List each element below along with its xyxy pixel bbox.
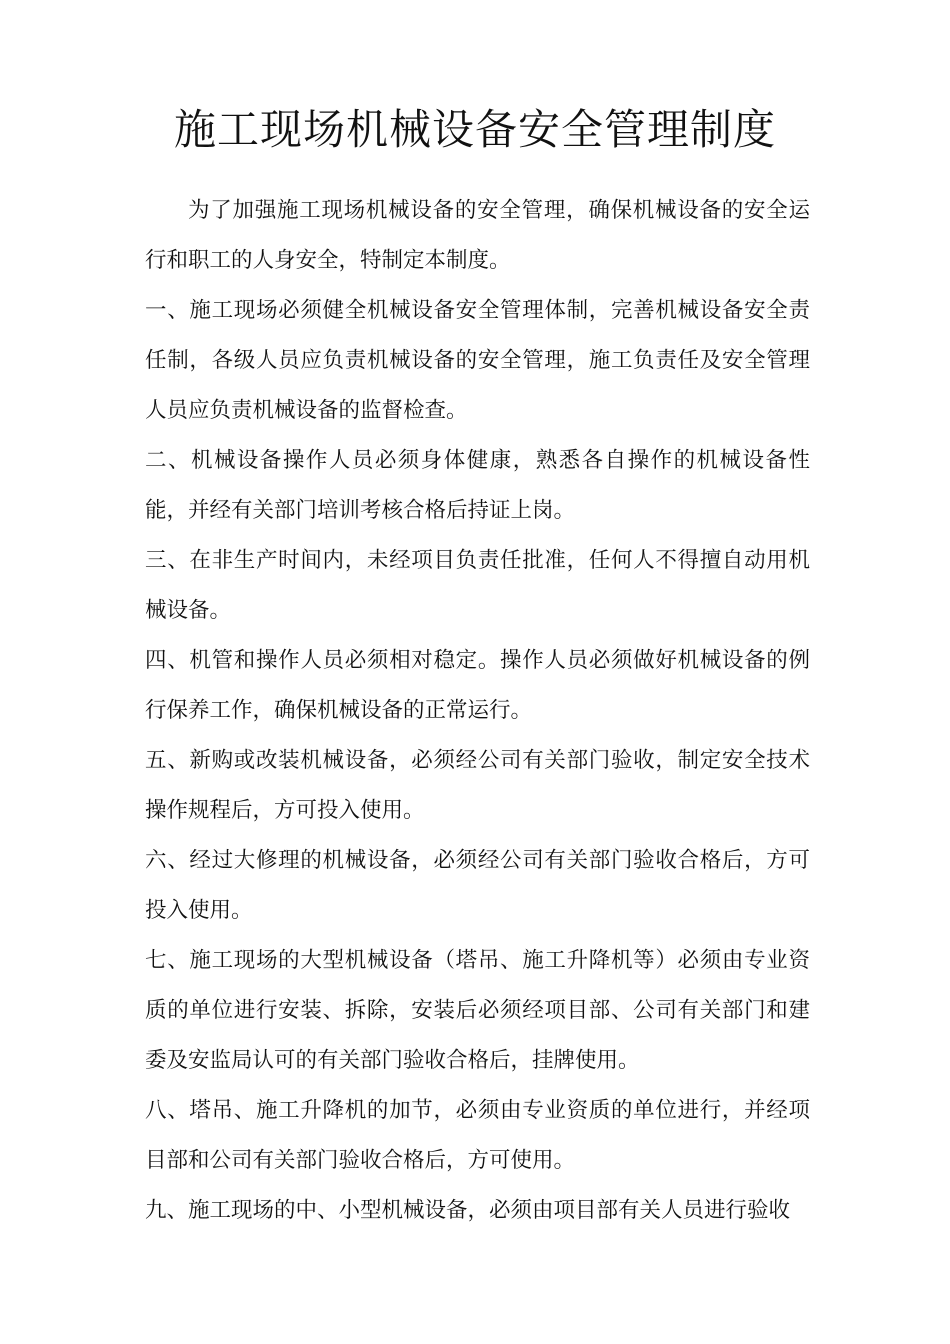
clause-9: 九、施工现场的中、小型机械设备，必须由项目部有关人员进行验收 xyxy=(145,1198,791,1223)
clause-2: 二、机械设备操作人员必须身体健康，熟悉各自操作的机械设备性能，并经有关部门培训考核合格后持证上岗。 xyxy=(145,448,810,523)
clause-7: 七、施工现场的大型机械设备（塔吊、施工升降机等）必须由专业资质的单位进行安装、拆除，安装后必须经项目部、公司有关部门和建委及安监局认可的有关部门验收合格后，挂牌使用。 xyxy=(145,948,810,1073)
clause-4: 四、机管和操作人员必须相对稳定。操作人员必须做好机械设备的例行保养工作，确保机械设备的正常运行。 xyxy=(145,648,810,723)
clause-3: 三、在非生产时间内，未经项目负责任批准，任何人不得擅自动用机械设备。 xyxy=(145,548,810,623)
document-title: 施工现场机械设备安全管理制度 xyxy=(173,105,776,154)
document-body xyxy=(145,186,810,1236)
clause-6: 六、经过大修理的机械设备，必须经公司有关部门验收合格后，方可投入使用。 xyxy=(145,848,810,923)
clause-8: 八、塔吊、施工升降机的加节，必须由专业资质的单位进行，并经项目部和公司有关部门验收合格后，方可使用。 xyxy=(145,1098,810,1173)
intro-paragraph: 为了加强施工现场机械设备的安全管理，确保机械设备的安全运行和职工的人身安全，特制定本制度。 xyxy=(145,198,810,273)
clause-1: 一、施工现场必须健全机械设备安全管理体制，完善机械设备安全责任制，各级人员应负责机械设备的安全管理，施工负责任及安全管理人员应负责机械设备的监督检查。 xyxy=(145,298,810,423)
clause-5: 五、新购或改装机械设备，必须经公司有关部门验收，制定安全技术操作规程后，方可投入使用。 xyxy=(145,748,810,823)
